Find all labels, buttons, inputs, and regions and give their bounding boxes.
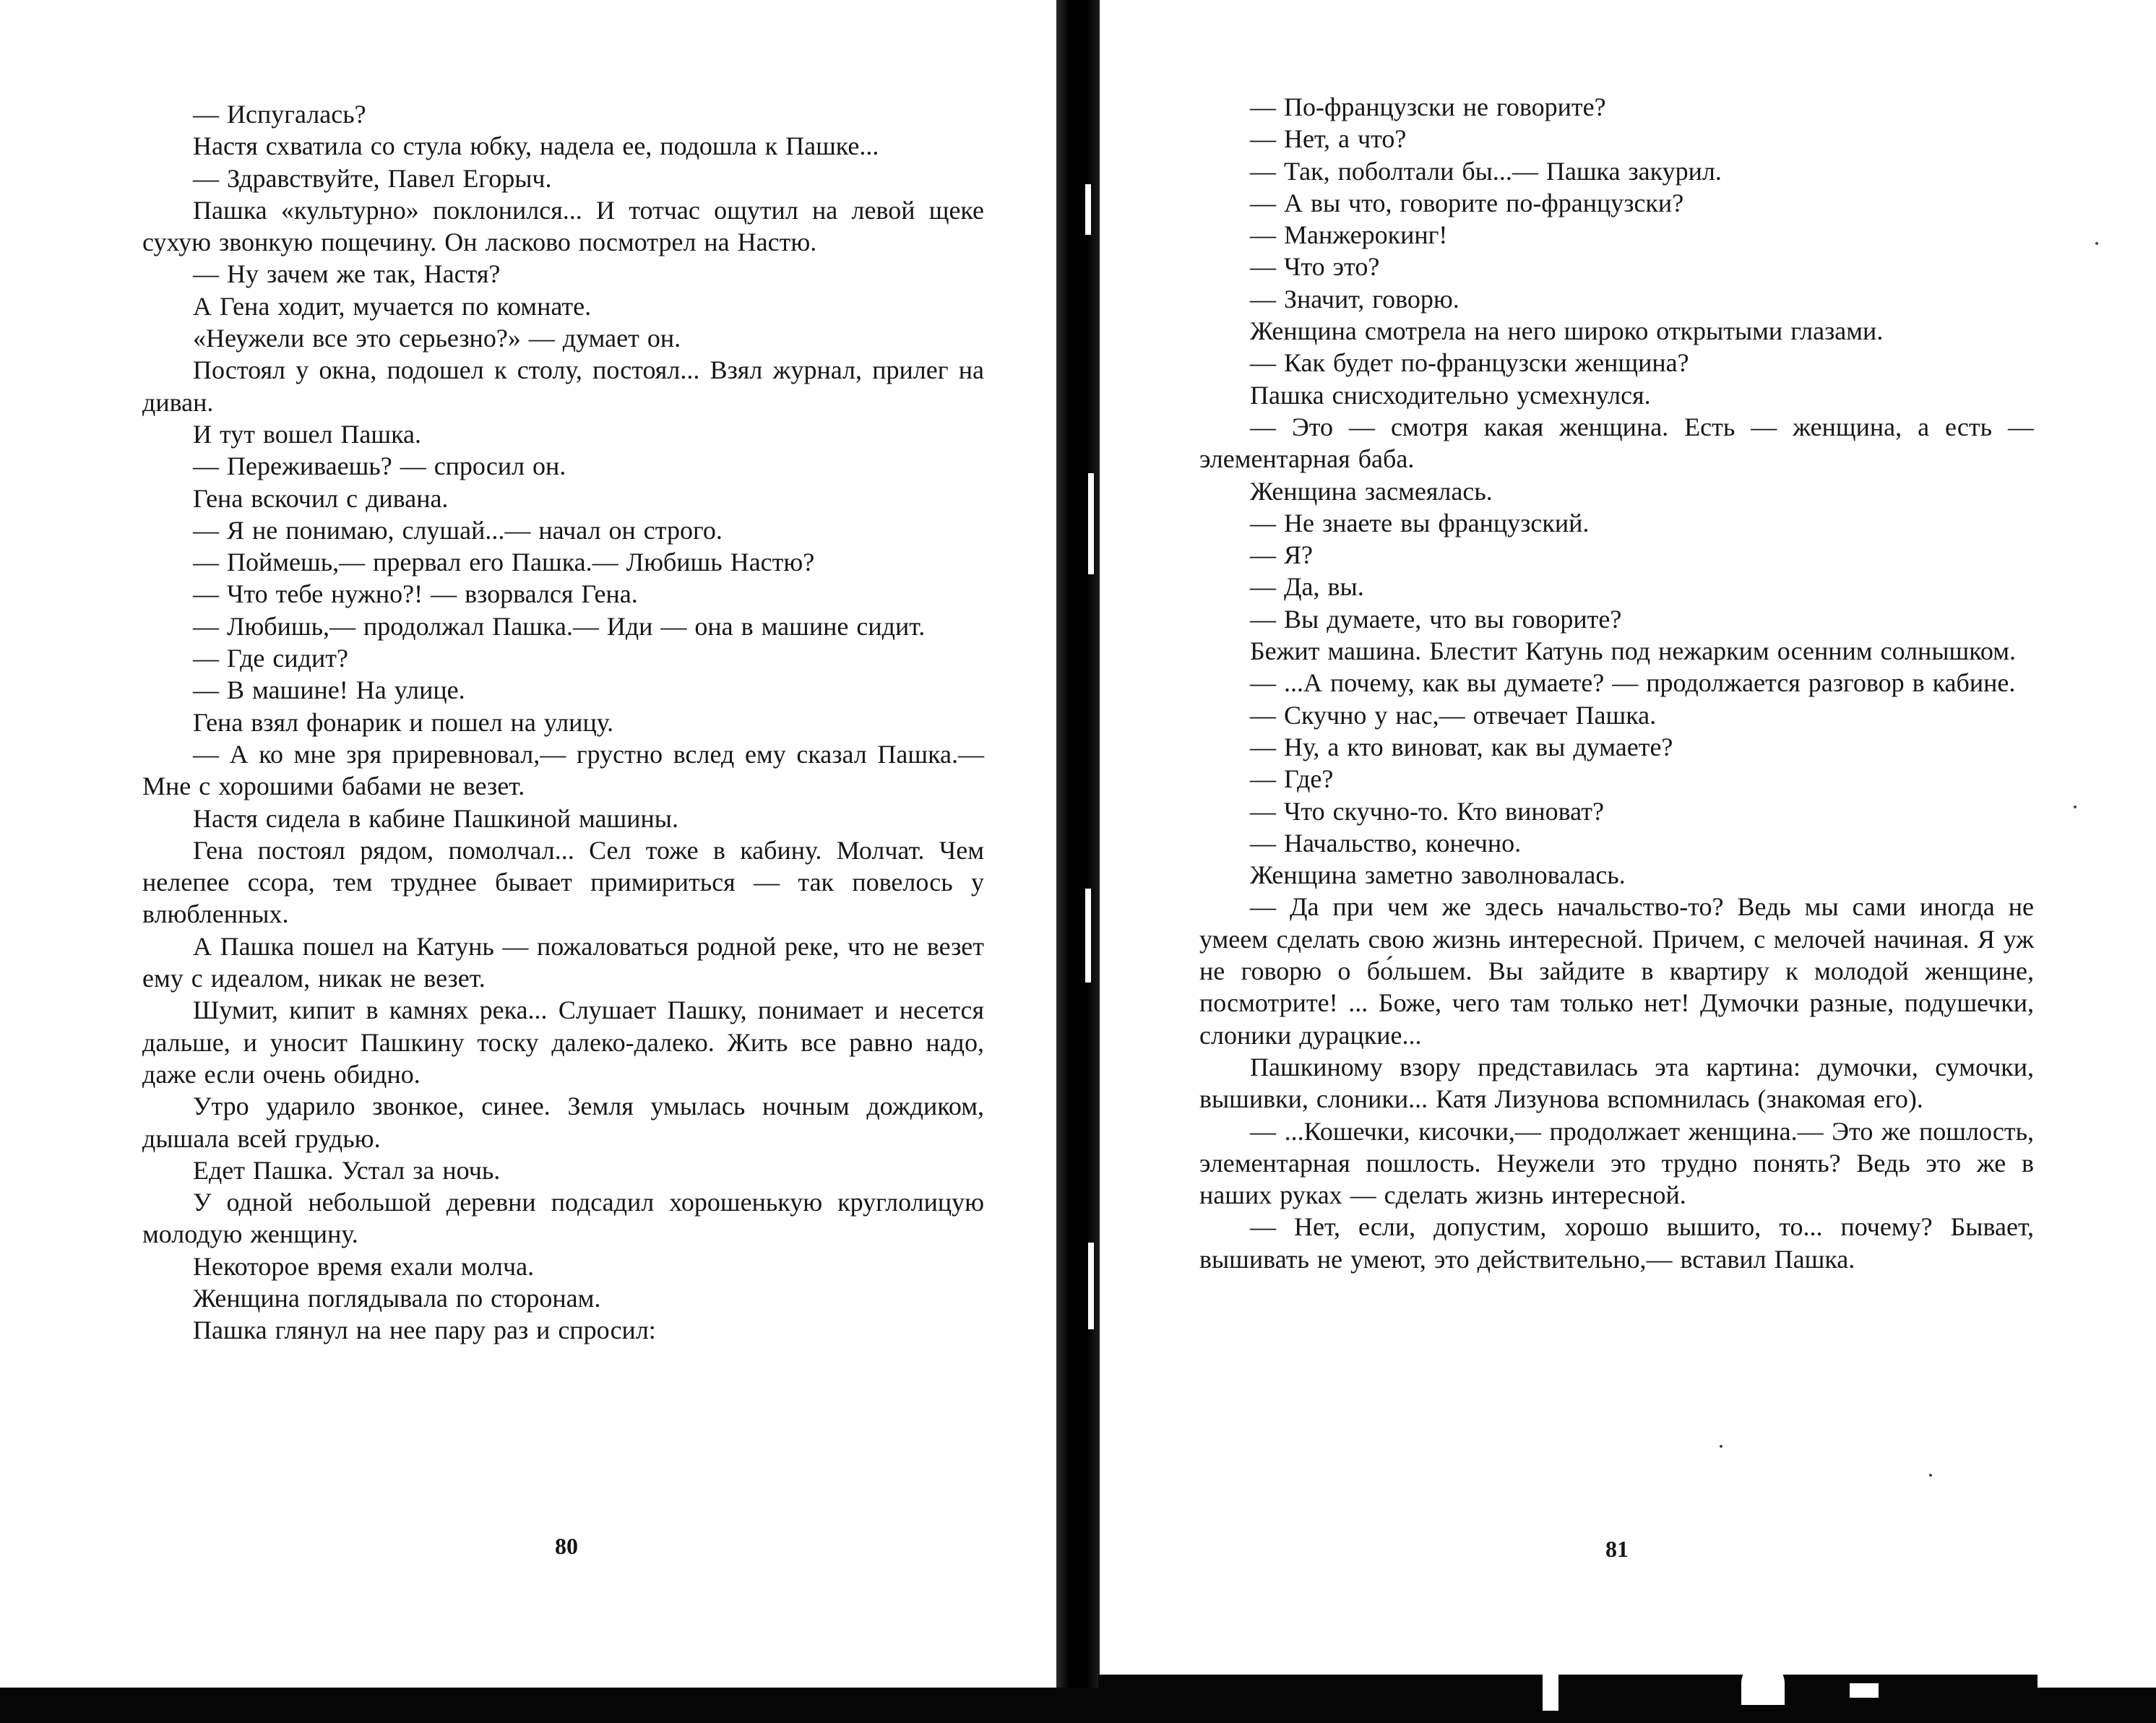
paragraph: — Где сидит? [193,644,348,673]
paragraph: — Что тебе нужно?! — взорвался Гена. [193,579,638,609]
paragraph: Гена вскочил с дивана. [193,483,449,513]
paragraph: Настя сидела в кабине Пашкиной машины. [193,803,678,833]
scan-edge-gap [1741,1662,1785,1705]
scan-speck [1929,1474,1932,1477]
scan-speck [2074,806,2077,808]
gutter-highlight [1088,473,1094,574]
page-number-left: 80 [555,1533,578,1559]
paragraph: Бежит машина. Блестит Катунь под нежарким осенним солнышком. [1250,636,2016,666]
paragraph: — Скучно у нас,— отвечает Пашка. [1250,700,1657,730]
paragraph: — Что скучно-то. Кто виноват? [1250,796,1604,826]
paragraph: — Да, вы. [1250,572,1364,602]
paragraph: Пашкиному взору представилась эта картина: думочки, сумочки, вышивки, слоники... Катя Лизунова вспомнилась (знакомая его). [1199,1052,2034,1114]
right-page [1105,0,2156,1723]
paragraph: Едет Пашка. Устал за ночь. [193,1155,501,1185]
paragraph: — Нет, если, допустим, хорошо вышито, то... почему? Бывает, вышивать не умеют, это действительно,— вставил Пашка. [1199,1212,2034,1274]
paragraph: — По-французски не говорите? [1250,92,1606,121]
paragraph: — Ну зачем же так, Настя? [193,259,501,289]
paragraph: — Ну, а кто виноват, как вы думаете? [1250,732,1673,761]
paragraph: Утро ударило звонкое, синее. Земля умылась ночным дождиком, дышала всей грудью. [142,1092,984,1153]
paragraph: — А вы что, говорите по-французски? [1250,188,1684,217]
gutter-highlight [1085,889,1091,983]
paragraph: Гена постоял рядом, помолчал... Сел тоже в кабину. Молчат. Чем нелепее ссора, тем труднее бывает примириться — так повелось у влюбленных. [142,835,984,929]
paragraph: — ...Кошечки, кисочки,— продолжает женщина.— Это же пошлость, элементарная пошлость. Неужели это трудно понять? Ведь это же в наших руках — сделать жизнь интересной. [1199,1116,2034,1210]
paragraph: — Где? [1250,764,1334,794]
paragraph: — Я? [1250,540,1313,570]
paragraph: — Здравствуйте, Павел Егорыч. [193,163,552,193]
paragraph: — Манжерокинг! [1250,220,1448,250]
paragraph: — Поймешь,— прервал его Пашка.— Любишь Настю? [193,548,815,577]
gutter-highlight [1085,184,1091,235]
paragraph: — Как будет по-французски женщина? [1250,348,1689,378]
paragraph: Пашка «культурно» поклонился... И тотчас ощутил на левой щеке сухую звонкую пощечину. Он ласково посмотрел на Настю. [142,195,984,257]
paragraph: — Что это? [1250,252,1380,282]
scan-edge-gap [1850,1683,1879,1698]
left-page [0,0,1055,1723]
scan-speck [2095,242,2098,245]
scan-bottom-edge-right [1098,1675,2038,1723]
paragraph: У одной небольшой деревни подсадил хорошенькую круглолицую молодую женщину. [142,1188,984,1249]
paragraph: — Это — смотря какая женщина. Есть — женщина, а есть — элементарная баба. [1199,412,2034,474]
gutter-highlight [1088,1243,1094,1329]
paragraph: — ...А почему, как вы думаете? — продолжается разговор в кабине. [1250,668,2016,698]
paragraph: Женщина поглядывала по сторонам. [193,1283,601,1313]
paragraph: — Переживаешь? — спросил он. [193,452,566,481]
scan-speck [1720,1445,1722,1448]
paragraph: Шумит, кипит в камнях река... Слушает Пашку, понимает и несется дальше, и уносит Пашкину тоску далеко-далеко. Жить все равно надо, даже если очень обидно. [142,996,984,1089]
paragraph: — В машине! На улице. [193,675,465,705]
paragraph: — Вы думаете, что вы говорите? [1250,604,1622,634]
paragraph: И тут вошел Пашка. [193,419,422,449]
paragraph: Гена взял фонарик и пошел на улицу. [193,707,614,737]
paragraph: — Так, поболтали бы...— Пашка закурил. [1250,156,1722,186]
paragraph: Настя схватила со стула юбку, надела ее, подошла к Пашке... [193,131,879,161]
paragraph: — Любишь,— продолжал Пашка.— Иди — она в машине сидит. [193,611,926,641]
paragraph: «Неужели все это серьезно?» — думает он. [193,324,681,353]
paragraph: Женщина засмеялась. [1250,476,1493,506]
paragraph: Пашка снисходительно усмехнулся. [1250,380,1651,410]
paragraph: — А ко мне зря приревновал,— грустно вслед ему сказал Пашка.— Мне с хорошими бабами не везет. [142,739,984,801]
paragraph: Пашка глянул на нее пару раз и спросил: [193,1316,656,1345]
paragraph: — Значит, говорю. [1250,284,1459,314]
page-number-right: 81 [1605,1536,1629,1562]
paragraph: Постоял у окна, подошел к столу, постоял... Взял журнал, прилег на диван. [142,355,984,417]
paragraph: — Я не понимаю, слушай...— начал он строго. [193,515,723,545]
paragraph: — Нет, а что? [1250,124,1407,154]
scan-edge-gap [1543,1675,1558,1711]
right-page-text [1199,91,2034,1275]
paragraph: — Не знаете вы французский. [1250,508,1590,537]
paragraph: А Гена ходит, мучается по комнате. [193,291,592,321]
paragraph: — Испугалась? [193,100,366,129]
paragraph: — Начальство, конечно. [1250,828,1522,858]
paragraph: Женщина заметно заволновалась. [1250,860,1626,890]
paragraph: — Да при чем же здесь начальство-то? Ведь мы сами иногда не умеем сделать свою жизнь интересной. Причем, с мелочей начиная. Я уж не говорю о бо́льшем. Вы зайдите в квартиру к молодой женщине, посмотрите! ... Боже, чего там только нет! Думочки разные, подушечки, слоники дурацкие... [1199,892,2034,1050]
paragraph: А Пашка пошел на Катунь — пожаловаться родной реке, что не везет ему с идеалом, никак не везет. [142,931,984,993]
left-page-text [142,98,984,1347]
paragraph: Женщина смотрела на него широко открытыми глазами. [1250,316,1884,346]
paragraph: Некоторое время ехали молча. [193,1251,535,1281]
book-gutter [1056,0,1100,1723]
